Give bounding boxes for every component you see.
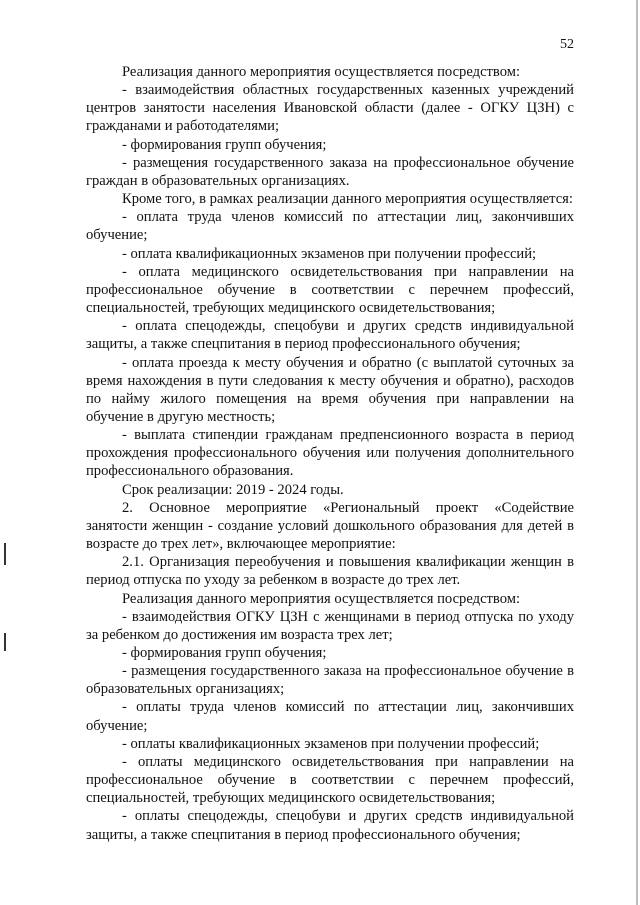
paragraph: - взаимодействия областных государственных казенных учреждений центров занятости населения Ивановской области (далее - ОГКУ ЦЗН) с гражданами и работодателями; (86, 82, 574, 135)
paragraph: - оплата труда членов комиссий по аттестации лиц, закончивших обучение; (86, 209, 574, 244)
paragraph: - оплата проезда к месту обучения и обратно (с выплатой суточных за время нахождения в пути следования к месту обучения и обратно), расходов по найму жилого помещения на время обучения при направлении на обучение в другую местность; (86, 354, 574, 425)
scan-edge-line (636, 0, 638, 905)
paragraph: - формирования групп обучения; (122, 645, 327, 661)
paragraph: - выплата стипендии гражданам предпенсионного возраста в период прохождения профессионального обучения или получения дополнительного профессионального образования. (86, 427, 574, 480)
paragraph: - оплаты квалификационных экзаменов при получении профессий; (122, 735, 540, 752)
document-body (86, 63, 574, 844)
paragraph: - оплаты спецодежды, спецобуви и других средств индивидуальной защиты, а также спецпитания в период профессионального обучения; (86, 808, 574, 843)
paragraph: - оплата квалификационных экзаменов при получении профессий; (122, 245, 537, 262)
paragraph: - оплаты медицинского освидетельствования при направлении на профессиональное обучение в соответствии с перечнем профессий, специальностей, требующих медицинского освидетельствования; (86, 753, 574, 807)
paragraph: Реализация данного мероприятия осуществляется посредством: (122, 590, 521, 607)
paragraph: Срок реализации: 2019 - 2024 годы. (122, 481, 344, 498)
paragraph: - размещения государственного заказа на профессиональное обучение в образовательных организациях; (86, 663, 574, 698)
paragraph: - размещения государственного заказа на профессиональное обучение граждан в образовательных организациях. (86, 154, 574, 189)
scan-edge-mark (4, 543, 6, 565)
paragraph: - оплата спецодежды, спецобуви и других средств индивидуальной защиты, а также спецпитания в период профессионального обучения; (86, 318, 574, 353)
paragraph: Кроме того, в рамках реализации данного мероприятия осуществляется: (122, 191, 573, 208)
paragraph: 2. Основное мероприятие «Региональный проект «Содействие занятости женщин - создание условий дошкольного образования для детей в возрасте до трех лет», включающее мероприятие: (86, 499, 574, 553)
paragraph: - взаимодействия ОГКУ ЦЗН с женщинами в период отпуска по уходу за ребенком до достижения им возраста трех лет; (86, 608, 574, 643)
paragraph: - оплаты труда членов комиссий по аттестации лиц, закончивших обучение; (86, 699, 574, 734)
paragraph: - оплата медицинского освидетельствования при направлении на профессиональное обучение в соответствии с перечнем профессий, специальностей, требующих медицинского освидетельствования; (86, 263, 574, 317)
page-number: 52 (560, 37, 574, 52)
paragraph: - формирования групп обучения; (122, 136, 327, 153)
paragraph: 2.1. Организация переобучения и повышения квалификации женщин в период отпуска по уходу за ребенком в возрасте до трех лет. (86, 554, 574, 589)
scan-edge-mark (4, 633, 6, 651)
paragraph: Реализация данного мероприятия осуществляется посредством: (122, 64, 521, 80)
